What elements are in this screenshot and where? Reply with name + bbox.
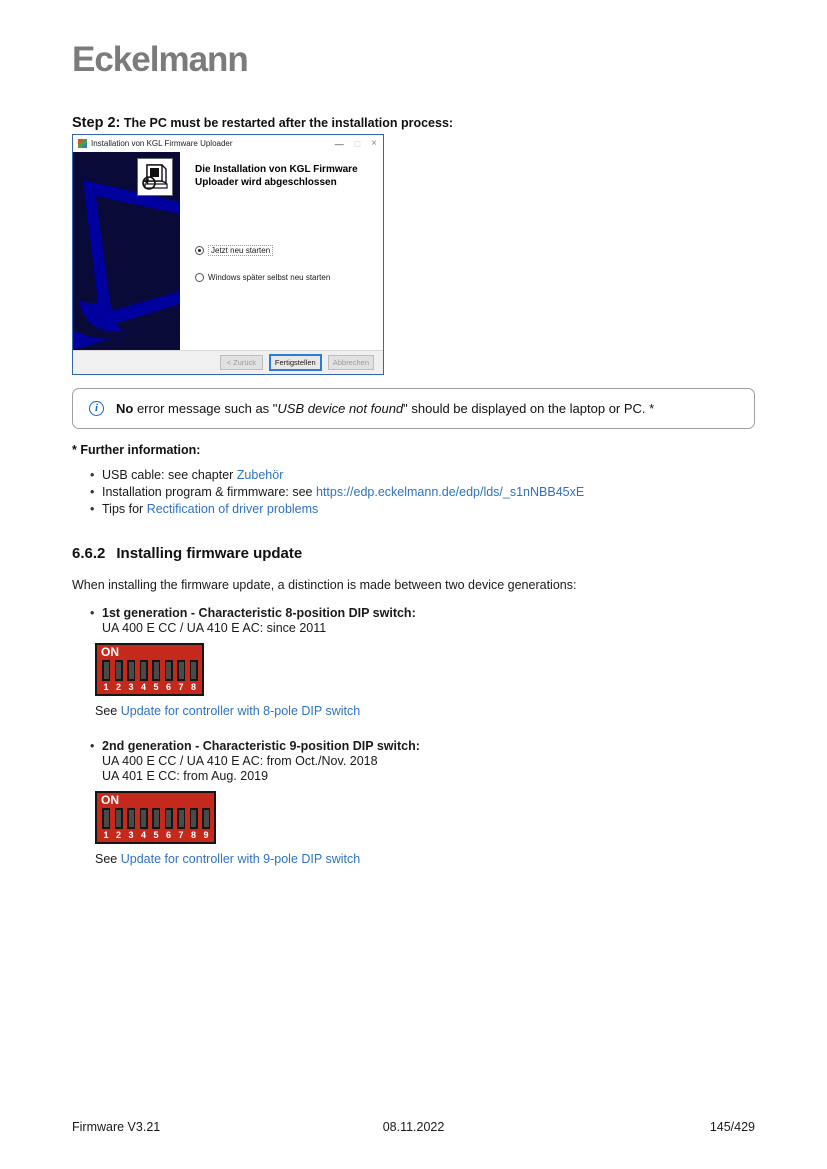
link-download-url[interactable]: https://edp.eckelmann.de/edp/lds/_s1nNBB45xE — [315, 485, 585, 499]
dip-slot — [165, 660, 173, 681]
dip-slot — [115, 660, 123, 681]
further-information-heading: * Further information: — [72, 443, 201, 457]
dip-slots — [101, 660, 198, 681]
installer-icon — [137, 158, 173, 196]
info-note — [72, 388, 755, 429]
dip-slot — [140, 660, 148, 681]
dip-number: 3 — [128, 682, 134, 692]
back-button[interactable]: < Zurück — [220, 355, 263, 370]
dip-slot — [152, 660, 160, 681]
dip-number: 2 — [115, 682, 121, 692]
see-line — [72, 704, 755, 718]
section-title: Installing firmware update — [116, 545, 303, 562]
finish-button[interactable]: Fertigstellen — [270, 355, 321, 370]
radio-unselected-icon[interactable] — [195, 273, 204, 282]
dip-number: 1 — [103, 682, 109, 692]
info-note-mid: error message such as " — [133, 401, 278, 416]
dip-number: 8 — [190, 682, 196, 692]
dip-slot — [152, 808, 160, 829]
dip-number: 5 — [153, 830, 159, 840]
see-line — [72, 852, 755, 866]
info-note-bold: No — [116, 401, 134, 416]
step-label: Step 2: — [72, 115, 121, 131]
dip-number: 3 — [128, 830, 134, 840]
see-label: See — [95, 704, 121, 718]
dip-number: 4 — [140, 830, 146, 840]
step-text: The PC must be restarted after the installation process: — [123, 116, 454, 130]
dip-slot — [177, 808, 185, 829]
list-item-text: Installation program & firmmware: see — [102, 485, 316, 499]
dip-number: 5 — [153, 682, 159, 692]
dip-switch-9-pole — [95, 791, 216, 844]
dip-number: 8 — [190, 830, 196, 840]
dip-slots — [101, 808, 210, 829]
radio-restart-later[interactable] — [195, 273, 375, 282]
installer-body — [180, 152, 383, 350]
installer-window-title: Installation von KGL Firmware Uploader — [91, 139, 233, 148]
link-driver-problems[interactable]: Rectification of driver problems — [146, 502, 319, 516]
step-heading — [72, 115, 755, 131]
installer-window — [72, 134, 384, 375]
generation-1-line: UA 400 E CC / UA 410 E AC: since 2011 — [102, 621, 327, 635]
dip-switch-8-pole — [95, 643, 204, 696]
radio-restart-now[interactable] — [195, 245, 375, 256]
generation-2-title: • 2nd generation - Characteristic 9-position DIP switch: — [72, 738, 755, 754]
section-number: 6.6.2 — [72, 545, 106, 562]
installer-app-icon — [78, 139, 87, 148]
list-item — [72, 467, 755, 484]
link-zubehoer[interactable]: Zubehör — [236, 468, 284, 482]
footer-date: 08.11.2022 — [382, 1120, 445, 1134]
link-update-8-pole[interactable]: Update for controller with 8-pole DIP switch — [120, 704, 361, 718]
dip-number: 4 — [140, 682, 146, 692]
generation-2-line: UA 400 E CC / UA 410 E AC: from Oct./Nov. 2018 — [102, 754, 378, 768]
radio-selected-icon[interactable] — [195, 246, 204, 255]
further-information-list — [72, 467, 755, 518]
dip-numbers — [101, 682, 198, 692]
section-intro: When installing the firmware update, a distinction is made between two device generations: — [72, 578, 577, 592]
dip-number: 7 — [178, 830, 184, 840]
see-label: See — [95, 852, 121, 866]
info-note-end: " should be displayed on the laptop or PC. * — [403, 401, 655, 416]
generation-2-line: UA 401 E CC: from Aug. 2019 — [102, 769, 269, 783]
generation-1-title: • 1st generation - Characteristic 8-position DIP switch: — [72, 605, 755, 621]
generation-2-block — [72, 738, 755, 866]
list-item — [72, 501, 755, 518]
wizard-side-art — [73, 152, 180, 350]
radio-restart-later-label: Windows später selbst neu starten — [208, 273, 331, 282]
radio-restart-now-label: Jetzt neu starten — [208, 245, 273, 256]
installer-button-bar — [73, 350, 383, 374]
footer-firmware-version: Firmware V3.21 — [72, 1120, 161, 1134]
page-footer — [72, 1120, 755, 1134]
dip-slot — [127, 808, 135, 829]
dip-number: 6 — [165, 830, 171, 840]
info-note-text — [116, 401, 654, 416]
dip-slot — [127, 660, 135, 681]
maximize-icon[interactable]: □ — [354, 138, 361, 149]
dip-slot — [115, 808, 123, 829]
cancel-button[interactable]: Abbrechen — [328, 355, 374, 370]
installer-heading: Die Installation von KGL Firmware Uploader wird abgeschlossen — [195, 164, 358, 188]
dip-slot — [177, 660, 185, 681]
link-update-9-pole[interactable]: Update for controller with 9-pole DIP switch — [120, 852, 361, 866]
installer-titlebar — [73, 135, 383, 152]
dip-slot — [165, 808, 173, 829]
dip-slot — [190, 808, 198, 829]
dip-slot — [202, 808, 210, 829]
company-logo: Eckelmann — [72, 40, 248, 79]
info-icon — [89, 401, 104, 416]
list-item — [72, 484, 755, 501]
dip-number: 1 — [103, 830, 109, 840]
close-icon[interactable]: × — [371, 138, 377, 149]
dip-number: 6 — [165, 682, 171, 692]
dip-number: 9 — [203, 830, 209, 840]
dip-on-label: ON — [101, 645, 119, 659]
computer-disk-icon — [140, 161, 170, 193]
info-note-italic: USB device not found — [277, 401, 404, 416]
dip-slot — [140, 808, 148, 829]
dip-number: 2 — [115, 830, 121, 840]
dip-numbers — [101, 830, 210, 840]
list-item-text: Tips for — [102, 502, 147, 516]
dip-slot — [102, 660, 110, 681]
dip-slot — [190, 660, 198, 681]
dip-number: 7 — [178, 682, 184, 692]
dip-slot — [102, 808, 110, 829]
generation-1-block — [72, 605, 755, 718]
minimize-icon[interactable]: — — [334, 138, 344, 149]
list-item-text: USB cable: see chapter — [102, 468, 237, 482]
footer-page-number: 145/429 — [709, 1120, 756, 1134]
dip-on-label: ON — [101, 793, 119, 807]
section-heading — [72, 545, 755, 562]
